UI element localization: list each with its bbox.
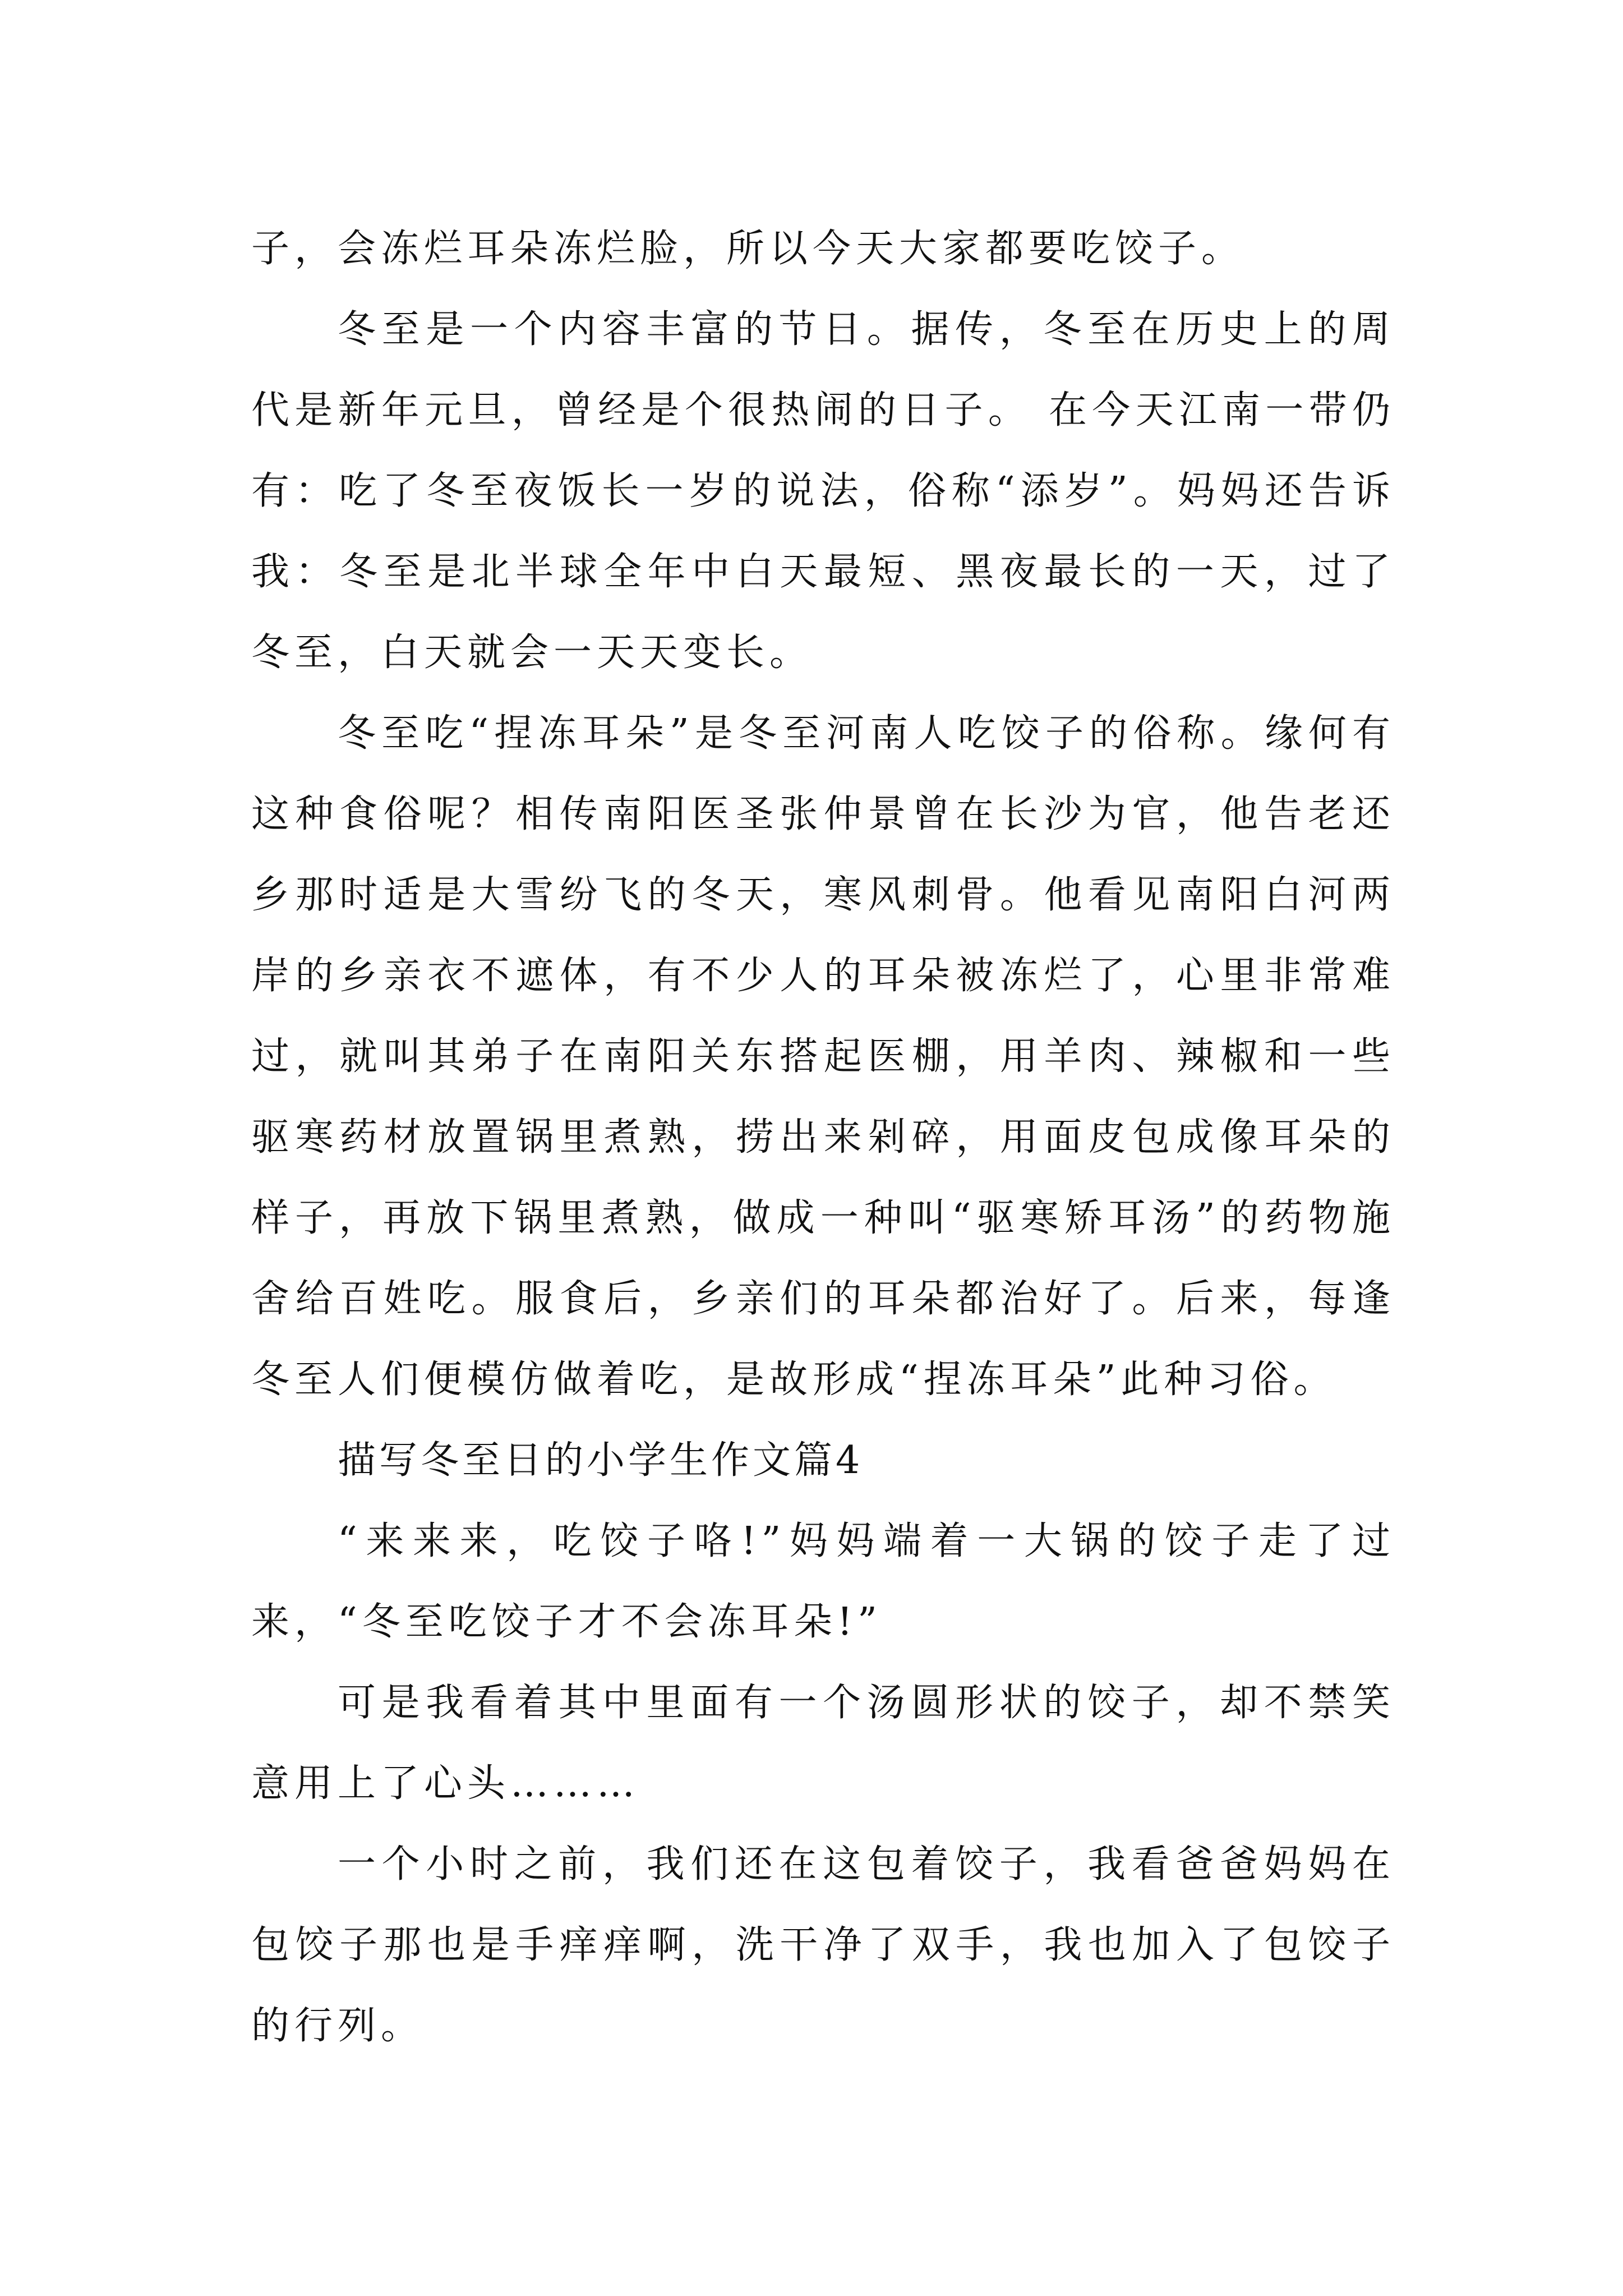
paragraph-niedong-erduo: 冬至吃“捏冻耳朵”是冬至河南人吃饺子的俗称。缘何有这种食俗呢？相传南阳医圣张仲景曾在长沙为官，他告老还乡那时适是大雪纷飞的冬天，寒风刺骨。他看见南阳白河两岸的乡亲衣不遮体，有不少人的耳朵被冻烂了，心里非常难过，就叫其弟子在南阳关东搭起医棚，用羊肉、辣椒和一些驱寒药材放置锅里煮熟，捞出来剁碎，用面皮包成像耳朵的样子，再放下锅里煮熟，做成一种叫“驱寒矫耳汤”的药物施舍给百姓吃。服食后，乡亲们的耳朵都治好了。后来，每逢冬至人们便模仿做着吃，是故形成“捏冻耳朵”此种习俗。 bbox=[251, 711, 1395, 1402]
document-body bbox=[251, 209, 1395, 2067]
paragraph-eat-dumplings: “来来来，吃饺子咯!”妈妈端着一大锅的饺子走了过来，“冬至吃饺子才不会冻耳朵!” bbox=[251, 1519, 1395, 1644]
essay-heading: 描写冬至日的小学生作文篇4 bbox=[338, 1438, 864, 1483]
paragraph-making-dumplings: 一个小时之前，我们还在这包着饺子，我看爸爸妈妈在包饺子那也是手痒痒啊，洗干净了双手，我也加入了包饺子的行列。 bbox=[251, 1842, 1395, 2048]
paragraph-continuation: 子，会冻烂耳朵冻烂脸，所以今天大家都要吃饺子。 bbox=[251, 227, 1245, 271]
paragraph-winter-solstice-festival: 冬至是一个内容丰富的节日。据传，冬至在历史上的周代是新年元旦，曾经是个很热闹的日子。 在今天江南一带仍有：吃了冬至夜饭长一岁的说法，俗称“添岁”。妈妈还告诉我：冬至是北半球全年中白天最短、黑夜最长的一天，过了冬至，白天就会一天天变长。 bbox=[251, 307, 1395, 675]
paragraph-tangyuan-dumpling: 可是我看着其中里面有一个汤圆形状的饺子，却不禁笑意用上了心头……… bbox=[251, 1681, 1395, 1806]
